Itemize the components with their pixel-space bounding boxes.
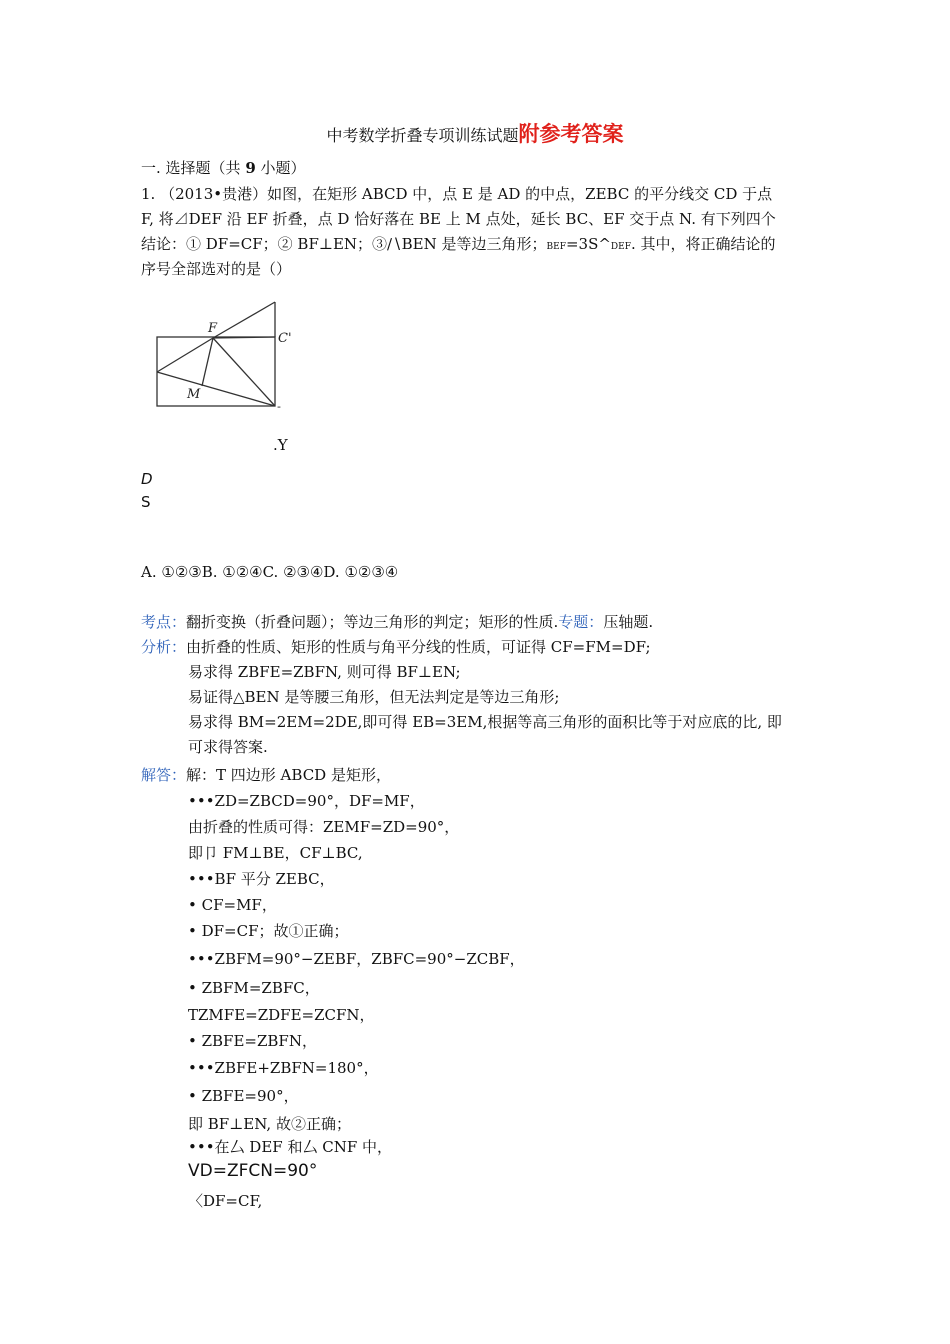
jieda-line-5: •••BF 平分 ZEBC， [188, 870, 335, 888]
rectangle-abcd [157, 337, 275, 406]
label-m: M [187, 387, 201, 402]
jieda-line-2: •••ZD=ZBCD=90°，DF=MF， [188, 792, 425, 810]
line-eb [157, 372, 275, 406]
jieda-line-10: TZMFE=ZDFE=ZCFN， [188, 1006, 375, 1024]
question-line-4: 序号全部选对的是（） [141, 260, 292, 278]
fenxi-text-1: 由折叠的性质、矩形的性质与角平分线的性质，可证得 CF=FM=DF; [186, 638, 651, 656]
jieda-line-3: 由折叠的性质可得：ZEMF=ZD=90°， [188, 818, 460, 836]
question-line-3c: . 其中，将正确结论的 [630, 235, 776, 253]
kaodian-line [141, 611, 653, 632]
subscript-bef: BEF [546, 242, 566, 252]
geometry-figure [150, 295, 300, 415]
fenxi-line-3: 易证得△BEN 是等腰三角形，但无法判定是等边三角形; [188, 688, 560, 706]
figure-label-d: D [141, 470, 153, 488]
jieda-line-4: 即卩 FM⊥BE，CF⊥BC, [188, 844, 363, 862]
section-post: 小题） [255, 159, 306, 177]
jieda-line-13: • ZBFE=90°， [188, 1087, 299, 1105]
jieda-line-8: •••ZBFM=90°−ZEBF，ZBFC=90°−ZCBF， [188, 950, 525, 968]
zhuanti-text: 压轴题. [603, 613, 654, 631]
section-count: 9 [245, 159, 256, 177]
question-line-3b: =3S^ [565, 235, 611, 253]
zhuanti-label: 专题： [558, 613, 604, 631]
fenxi-line-4: 易求得 BM=2EM=2DE,即可得 EB=3EM,根据等高三角形的面积比等于对应底的比, 即 [188, 713, 782, 731]
question-line-3 [141, 233, 776, 254]
line-fm [202, 338, 213, 386]
figure-label-y: .Y [273, 436, 288, 454]
jieda-label: 解答： [141, 766, 187, 784]
jieda-line-16: VD=ZFCN=90° [188, 1161, 318, 1181]
answer-options: A. ①②③B. ①②④C. ②③④D. ①②③④ [141, 563, 399, 581]
label-c: C' [278, 331, 292, 346]
title-highlight: 附参考答案 [518, 121, 624, 146]
jieda-line-12: •••ZBFE+ZBFN=180°， [188, 1059, 379, 1077]
line-ef [157, 338, 213, 372]
kaodian-text: 翻折变换（折叠问题）；等边三角形的判定；矩形的性质. [186, 613, 559, 631]
jieda-line-9: • ZBFM=ZBFC， [188, 979, 320, 997]
subscript-def: DEF [610, 242, 631, 252]
question-line-3a: 结论：① DF=CF；② BF⊥EN；③∕∖BEN 是等边三角形； [141, 235, 547, 253]
figure-label-s: S [141, 493, 151, 511]
fenxi-label: 分析： [141, 638, 187, 656]
label-f: F [208, 321, 218, 336]
jieda-line-15: •••在厶 DEF 和厶 CNF 中， [188, 1138, 393, 1156]
jieda-line-17: 〈DF=CF, [188, 1192, 263, 1210]
fenxi-line-5: 可求得答案. [188, 738, 268, 756]
kaodian-label: 考点： [141, 613, 187, 631]
section-heading [141, 157, 306, 178]
line-fn [213, 302, 275, 338]
jieda-line-1 [141, 764, 391, 785]
title-main: 中考数学折叠专项训练试题 [326, 126, 519, 145]
jieda-line-7: • DF=CF；故①正确； [188, 922, 349, 940]
section-pre: 一. 选择题（共 [141, 159, 246, 177]
jieda-text-1: 解：T 四边形 ABCD 是矩形， [186, 766, 391, 784]
question-line-2: F, 将⊿DEF 沿 EF 折叠，点 D 恰好落在 BE 上 M 点处，延长 BC、EF 交于点 N. 有下列四个 [141, 210, 776, 228]
label-tick: - [277, 400, 281, 413]
jieda-line-14: 即 BF⊥EN, 故②正确； [188, 1115, 351, 1133]
jieda-line-6: • CF=MF， [188, 896, 277, 914]
fenxi-line-2: 易求得 ZBFE=ZBFN, 则可得 BF⊥EN; [188, 663, 461, 681]
question-line-1: 1. （2013•贵港）如图，在矩形 ABCD 中，点 E 是 AD 的中点，ZEBC 的平分线交 CD 于点 [141, 185, 773, 203]
page-title [0, 118, 950, 148]
jieda-line-11: • ZBFE=ZBFN， [188, 1032, 317, 1050]
fenxi-line-1 [141, 636, 651, 657]
line-bf [213, 338, 275, 406]
